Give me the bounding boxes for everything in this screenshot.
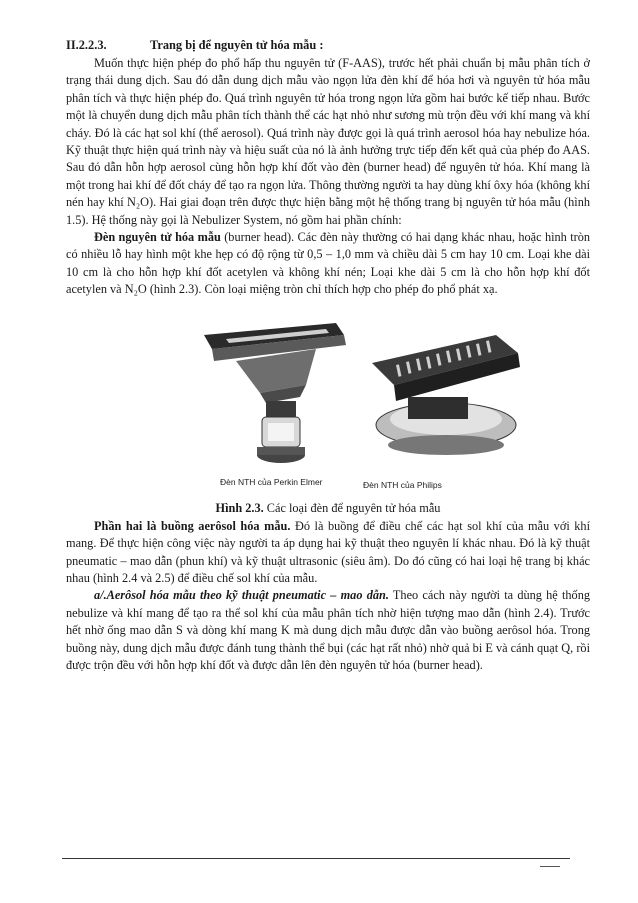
chamber-lead: Phần hai là buồng aerôsol hóa mẫu. xyxy=(94,518,291,533)
figure-caption-text: Các loại đèn để nguyên tử hóa mẫu xyxy=(263,500,441,515)
burner-paragraph xyxy=(66,229,590,299)
section-heading xyxy=(66,38,590,53)
figure-caption xyxy=(66,501,590,516)
burner-lead: Đèn nguyên tử hóa mẫu xyxy=(94,230,221,245)
perkin-elmer-burner xyxy=(204,323,346,463)
section-title: Trang bị để nguyên tử hóa mẫu : xyxy=(150,38,324,52)
figure-burners xyxy=(66,305,590,501)
philips-burner xyxy=(372,335,520,455)
footer-rule xyxy=(62,858,570,859)
figure-label-perkin-elmer: Đèn NTH của Perkin Elmer xyxy=(220,476,323,487)
pneumatic-lead: a/.Aerôsol hóa mẫu theo kỹ thuật pneumatic – mao dẫn. xyxy=(94,588,389,603)
pneumatic-paragraph xyxy=(66,587,590,674)
figure-label-philips: Đèn NTH của Philips xyxy=(363,479,442,490)
chamber-text: Đó là buồng để điều chế các hạt sol khí của mẫu với khí mang. Để thực hiện công việc này người ta áp dụng hai kỹ thuật theo nguyên lí khác nhau. Đó là kỹ thuật pneumatic – mao dẫn (phun khí) và kỹ thuật ultrasonic (siêu âm). Do đó cũng có hai loại hệ trang bị khác nhau (hình 2.4 và 2.5) để điều chế sol khí của mẫu. xyxy=(66,518,590,585)
chamber-paragraph xyxy=(66,518,590,588)
figure-caption-label: Hình 2.3. xyxy=(215,500,264,515)
burner-text: (burner head). Các đèn này thường có hai dạng khác nhau, hoặc hình tròn có nhiều lỗ hay hình một khe hẹp có độ rộng từ 0,5 – 1,0 mm và chiều dài 5 cm hay 10 cm. Loại khe dài 10 cm là cho hỗn hợp khí đốt acetylen và không khí nén; Loại khe dài 5 cm là cho hỗn hợp khí đốt acetylen và N₂O (hình 2.3). Còn loại miệng tròn chỉ thích hợp cho phép đo phổ phát xạ. xyxy=(66,230,591,297)
intro-paragraph: Muốn thực hiện phép đo phổ hấp thu nguyên tử (F-AAS), trước hết phải chuẩn bị mẫu phân tích ở trạng thái dung dịch. Sau đó dẫn dung dịch mẫu vào ngọn lửa đèn khí để hóa hơi và nguyên tử hóa mẫu phân tích và thực hiện phép đo. Quá trình nguyên tử hóa trong ngọn lửa gồm hai bước kế tiếp nhau. Bước một là chuyển dung dịch mẫu phân tích thành thể các hạt nhỏ như sương mù trộn đều với khí mang và khí cháy. Đó là các hạt sol khí (thể aerosol). Quá trình này được gọi là quá trình aerosol hóa hay nebulize hóa. Kỹ thuật thực hiện quá trình này và hiệu suất của nó là ảnh hưởng trực tiếp đến kết quả của phép đo AAS. Sau đó dẫn hỗn hợp aerosol cùng hỗn hợp khí đốt vào đèn (burner head) để nguyên tử hóa. Khí mang là một trong hai khí để đốt cháy để tạo ra ngọn lửa. Thông thường người ta hay dùng khí ôxy hóa (không khí nén hay khí N₂O). Hai giai đoạn trên được thực hiện bằng một hệ thống trang bị nguyên tử hóa mẫu (hình 1.5). Hệ thống này gọi là Nebulizer System, nó gồm hai phần chính: xyxy=(66,56,590,227)
burner-heads-image xyxy=(196,305,526,485)
section-number: II.2.2.3. xyxy=(66,38,107,52)
pneumatic-text: Theo cách này người ta dùng hệ thống nebulize và khí mang để tạo ra thể sol khí của mẫu phân tích nhờ hiện tượng mao dẫn (hình 2.4). Trước hết nhờ ống mao dẫn S và dòng khí mang K mà dung dịch mẫu được dẫn vào buồng aerôsol hóa. Trong buồng này, dung dịch mẫu được đánh tung thành thể bụi (các hạt rất nhỏ) nhờ quả bi E và cánh quạt Q, rồi được trộn đều với hỗn hợp khí đốt và được dẫn lên đèn nguyên tử hóa (burner head). xyxy=(66,588,590,672)
footer-mark xyxy=(540,866,560,867)
